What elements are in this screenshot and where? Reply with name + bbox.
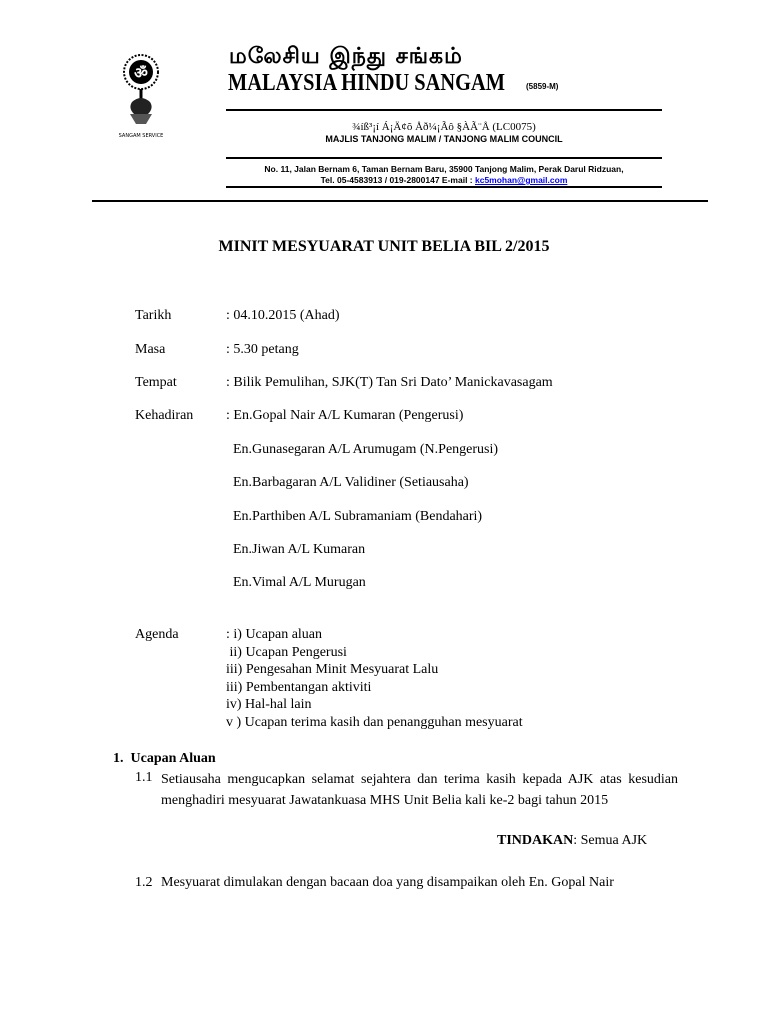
header-rule-3 [226, 186, 662, 188]
tarikh-label: Tarikh [135, 308, 172, 323]
document-title: MINIT MESYUARAT UNIT BELIA BIL 2/2015 [218, 238, 550, 255]
header-rule-2 [226, 157, 662, 159]
paragraph-number: 1.2 [135, 875, 153, 890]
org-name-tamil: மலேசிய இந்து சங்கம் [229, 44, 463, 69]
agenda-item: iii) Pengesahan Minit Mesyuarat Lalu [226, 662, 439, 677]
svg-text:ॐ: ॐ [134, 64, 148, 82]
section-heading: 1. Ucapan Aluan [113, 751, 216, 766]
council-name: MAJLIS TANJONG MALIM / TANJONG MALIM COUNCIL [325, 134, 563, 144]
paragraph-number: 1.1 [135, 770, 153, 785]
paragraph-text: Setiausaha mengucapkan selamat sejahtera dan terima kasih kepada AJK atas kesudian menghadiri mesyuarat Jawatankuasa MHS Unit Belia kali ke-2 bagi tahun 2015 [161, 772, 678, 808]
address-block [226, 164, 662, 186]
header-rule-1 [226, 109, 662, 111]
sangam-logo [110, 50, 172, 142]
masa-label: Masa [135, 342, 166, 357]
agenda-item: ii) Ucapan Pengerusi [226, 644, 347, 660]
tel-text: Tel. 05-4583913 / 019-2800147 E-mail : [320, 175, 473, 185]
agenda-item: : i) Ucapan aluan [226, 627, 323, 642]
kehadiran-label: Kehadiran [135, 408, 194, 423]
registration-number: (5859-M) [526, 82, 559, 91]
attendee: En.Gunasegaran A/L Arumugam (N.Pengerusi) [233, 442, 499, 457]
contact-line [226, 175, 662, 186]
tempat-value: : Bilik Pemulihan, SJK(T) Tan Sri Dato’ Manickavasagam [226, 375, 553, 390]
header-rule-main [92, 200, 708, 202]
action-label: TINDAKAN [497, 833, 574, 848]
tempat-label: Tempat [135, 375, 177, 390]
paragraph-text: Mesyuarat dimulakan dengan bacaan doa yang disampaikan oleh En. Gopal Nair [161, 875, 614, 890]
action-line [497, 833, 647, 849]
agenda-item: v ) Ucapan terima kasih dan penangguhan mesyuarat [226, 714, 523, 730]
svg-text:SANGAM SERVICE: SANGAM SERVICE [118, 133, 164, 139]
kehadiran-first: : En.Gopal Nair A/L Kumaran (Pengerusi) [226, 408, 464, 423]
email-link[interactable]: kc5mohan@gmail.com [475, 175, 568, 185]
agenda-item: iii) Pembentangan aktiviti [226, 679, 372, 695]
attendee: En.Parthiben A/L Subramaniam (Bendahari) [233, 509, 483, 524]
council-name-encoded: ¾íß³¡í Á¡Ä¢õ Åð¼¡Ãô §ÀÃ¨Å (LC0075) [352, 121, 536, 133]
address-line: No. 11, Jalan Bernam 6, Taman Bernam Baru, 35900 Tanjong Malim, Perak Darul Ridzuan, [264, 164, 624, 174]
agenda-list [226, 626, 523, 731]
masa-value: : 5.30 petang [226, 342, 299, 357]
agenda-item: iv) Hal-hal lain [226, 697, 312, 712]
org-name: MALAYSIA HINDU SANGAM [228, 70, 505, 96]
tarikh-value: : 04.10.2015 (Ahad) [226, 308, 340, 323]
attendee: En.Vimal A/L Murugan [233, 575, 366, 590]
action-value: : Semua AJK [573, 833, 648, 848]
attendee: En.Barbagaran A/L Validiner (Setiausaha) [233, 475, 469, 490]
agenda-label: Agenda [135, 627, 179, 642]
attendee: En.Jiwan A/L Kumaran [233, 542, 366, 557]
